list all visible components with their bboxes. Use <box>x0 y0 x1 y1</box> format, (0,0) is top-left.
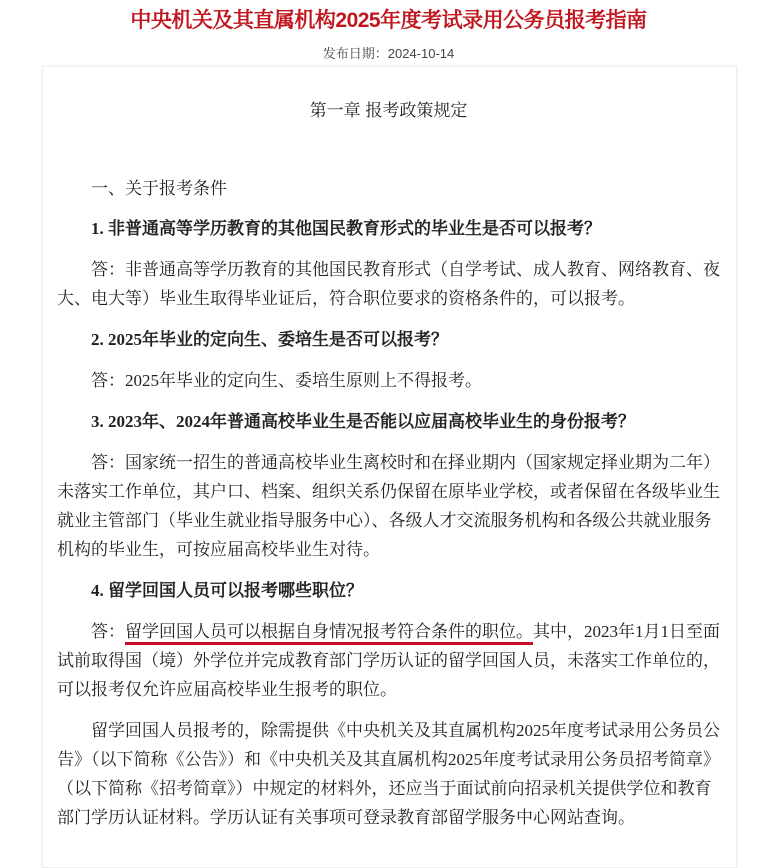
date-value: 2024-10-14 <box>387 46 455 61</box>
question: 4. 留学回国人员可以报考哪些职位？ <box>91 581 363 600</box>
answer: 答：2025年毕业的定向生、委培生原则上不得报考。 <box>91 371 482 390</box>
question: 1. 非普通高等学历教育的其他国民教育形式的毕业生是否可以报考？ <box>91 219 601 238</box>
answer <box>57 617 722 704</box>
paragraph: 留学回国人员报考的，除需提供《中央机关及其直属机构2025年度考试录用公务员公告》（以下简称《公告》）和《中央机关及其直属机构2025年度考试录用公务员招考简章》（以下简称《招考简章》）中规定的材料外，还应当于面试前向招录机关提供学位和教育部门学历认证材料。学历认证有关事项可登录教育部留学服务中心网站查询。 <box>57 721 720 827</box>
article-body <box>57 174 722 844</box>
page-title: 中央机关及其直属机构2025年度考试录用公务员报考指南 <box>130 9 647 32</box>
question: 3. 2023年、2024年普通高校毕业生是否能以应届高校毕业生的身份报考？ <box>91 412 635 431</box>
date-label: 发布日期： <box>322 46 388 61</box>
question: 2. 2025年毕业的定向生、委培生是否可以报考？ <box>91 330 448 349</box>
answer-prefix: 答： <box>91 622 125 641</box>
chapter-heading: 第一章 报考政策规定 <box>309 101 468 120</box>
publish-date <box>0 43 777 62</box>
answer: 答：非普通高等学历教育的其他国民教育形式（自学考试、成人教育、网络教育、夜大、电大等）毕业生取得毕业证后，符合职位要求的资格条件的，可以报考。 <box>57 260 720 308</box>
answer-rest: 其中，2023年1月1日至面试前取得国（境）外学位并完成教育部门学历认证的留学回国人员，未落实工作单位的，可以报考仅允许应届高校毕业生报考的职位。 <box>57 622 720 699</box>
highlighted-text: 留学回国人员可以根据自身情况报考符合条件的职位。 <box>125 622 533 645</box>
section-heading: 一、关于报考条件 <box>91 179 227 198</box>
answer: 答：国家统一招生的普通高校毕业生离校时和在择业期内（国家规定择业期为二年）未落实工作单位，其户口、档案、组织关系仍保留在原毕业学校，或者保留在各级毕业生就业主管部门（毕业生就业指导服务中心）、各级人才交流服务机构和各级公共就业服务机构的毕业生，可按应届高校毕业生对待。 <box>57 453 720 559</box>
